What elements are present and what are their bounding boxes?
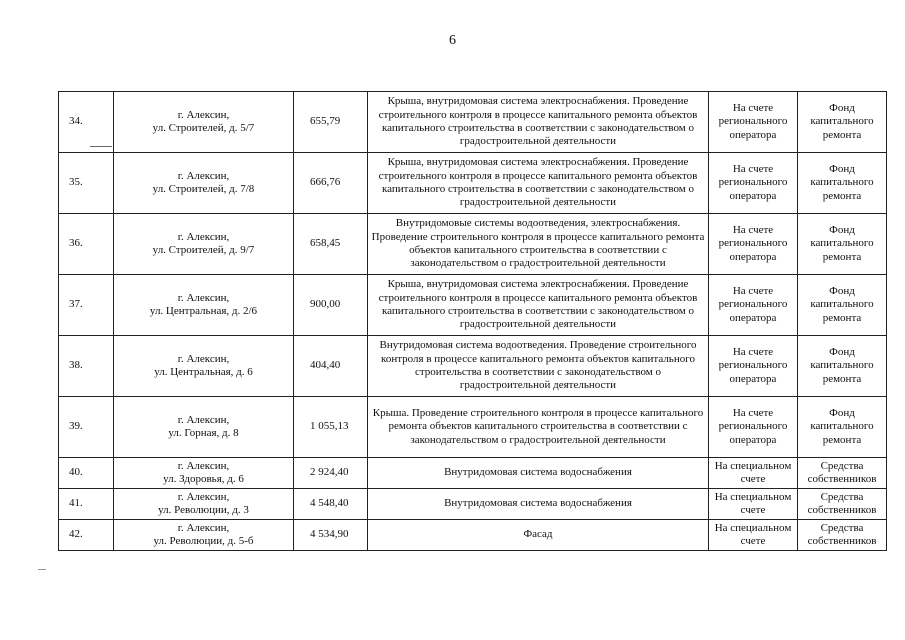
account-cell: На специальном счете	[709, 489, 798, 520]
address-city: г. Алексин,	[177, 291, 230, 304]
scan-mark	[38, 569, 46, 570]
address-cell	[114, 92, 294, 153]
cost-cell: 4 548,40	[294, 489, 368, 520]
works-cell: Внутридомовая система водоотведения. Проведение строительного контроля в процессе капитального ремонта объектов капитального строительства в соответствии с законодательством о градостроительной деятельности	[368, 336, 709, 397]
row-number: 35.	[59, 153, 114, 214]
table-row	[59, 214, 887, 275]
funding-source-cell: Фонд капитального ремонта	[798, 336, 887, 397]
address-street: ул. Революции, д. 3	[158, 504, 249, 516]
cost-cell: 2 924,40	[294, 458, 368, 489]
row-number: 37.	[59, 275, 114, 336]
works-cell: Внутридомовая система водоснабжения	[368, 458, 709, 489]
address-street: ул. Строителей, д. 7/8	[152, 183, 255, 195]
table-row	[59, 92, 887, 153]
works-cell: Крыша, внутридомовая система электроснабжения. Проведение строительного контроля в процессе капитального ремонта объектов капитального строительства в соответствии с законодательством о градостроительной деятельности	[368, 92, 709, 153]
cost-cell: 4 534,90	[294, 520, 368, 551]
funding-source-cell: Фонд капитального ремонта	[798, 275, 887, 336]
address-city: г. Алексин,	[177, 459, 230, 472]
cost-cell: 404,40	[294, 336, 368, 397]
account-cell: На специальном счете	[709, 520, 798, 551]
address-cell	[114, 520, 294, 551]
funding-source-cell: Средства собственников	[798, 520, 887, 551]
table-row	[59, 489, 887, 520]
address-city: г. Алексин,	[177, 352, 230, 365]
address-cell	[114, 489, 294, 520]
page-number: 6	[449, 33, 456, 48]
scan-mark	[90, 146, 112, 147]
account-cell: На счете регионального оператора	[709, 214, 798, 275]
row-number: 34.	[59, 92, 114, 153]
funding-source-cell: Средства собственников	[798, 489, 887, 520]
account-cell: На счете регионального оператора	[709, 92, 798, 153]
address-city: г. Алексин,	[177, 490, 230, 503]
funding-source-cell: Фонд капитального ремонта	[798, 92, 887, 153]
address-city: г. Алексин,	[177, 413, 230, 426]
address-city: г. Алексин,	[177, 169, 230, 182]
row-number: 39.	[59, 397, 114, 458]
row-number: 41.	[59, 489, 114, 520]
address-street: ул. Горная, д. 8	[168, 427, 239, 439]
table-row	[59, 336, 887, 397]
funding-source-cell: Фонд капитального ремонта	[798, 397, 887, 458]
address-city: г. Алексин,	[177, 230, 230, 243]
address-cell	[114, 336, 294, 397]
table-row	[59, 520, 887, 551]
funding-source-cell: Фонд капитального ремонта	[798, 153, 887, 214]
cost-cell: 900,00	[294, 275, 368, 336]
works-cell: Фасад	[368, 520, 709, 551]
address-cell	[114, 214, 294, 275]
address-city: г. Алексин,	[177, 108, 230, 121]
table-row	[59, 458, 887, 489]
works-cell: Крыша. Проведение строительного контроля в процессе капитального ремонта объектов капитального строительства в соответствии с законодательством о градостроительной деятельности	[368, 397, 709, 458]
address-street: ул. Центральная, д. 2/6	[149, 305, 258, 317]
funding-source-cell: Фонд капитального ремонта	[798, 214, 887, 275]
address-cell	[114, 153, 294, 214]
cost-cell: 658,45	[294, 214, 368, 275]
table-body	[59, 92, 887, 551]
table-row	[59, 275, 887, 336]
address-city: г. Алексин,	[177, 521, 230, 534]
address-cell	[114, 458, 294, 489]
address-street: ул. Строителей, д. 9/7	[152, 244, 255, 256]
funding-source-cell: Средства собственников	[798, 458, 887, 489]
address-cell	[114, 275, 294, 336]
row-number: 38.	[59, 336, 114, 397]
works-cell: Крыша, внутридомовая система электроснабжения. Проведение строительного контроля в процессе капитального ремонта объектов капитального строительства в соответствии с законодательством о градостроительной деятельности	[368, 153, 709, 214]
repair-schedule-table	[58, 91, 887, 551]
table-row	[59, 153, 887, 214]
account-cell: На счете регионального оператора	[709, 336, 798, 397]
address-street: ул. Центральная, д. 6	[154, 366, 253, 378]
works-cell: Внутридомовая система водоснабжения	[368, 489, 709, 520]
address-street: ул. Революции, д. 5-б	[153, 535, 254, 547]
table-row	[59, 397, 887, 458]
account-cell: На специальном счете	[709, 458, 798, 489]
cost-cell: 666,76	[294, 153, 368, 214]
address-street: ул. Здоровья, д. 6	[163, 473, 244, 485]
row-number: 42.	[59, 520, 114, 551]
cost-cell: 1 055,13	[294, 397, 368, 458]
account-cell: На счете регионального оператора	[709, 153, 798, 214]
works-cell: Внутридомовые системы водоотведения, электроснабжения. Проведение строительного контроля в процессе капитального ремонта объектов капитального строительства в соответствии с законодательством о градостроительной деятельности	[368, 214, 709, 275]
row-number: 36.	[59, 214, 114, 275]
address-cell	[114, 397, 294, 458]
row-number: 40.	[59, 458, 114, 489]
account-cell: На счете регионального оператора	[709, 397, 798, 458]
address-street: ул. Строителей, д. 5/7	[152, 122, 255, 134]
cost-cell: 655,79	[294, 92, 368, 153]
works-cell: Крыша, внутридомовая система электроснабжения. Проведение строительного контроля в процессе капитального ремонта объектов капитального строительства в соответствии с законодательством о градостроительной деятельности	[368, 275, 709, 336]
account-cell: На счете регионального оператора	[709, 275, 798, 336]
